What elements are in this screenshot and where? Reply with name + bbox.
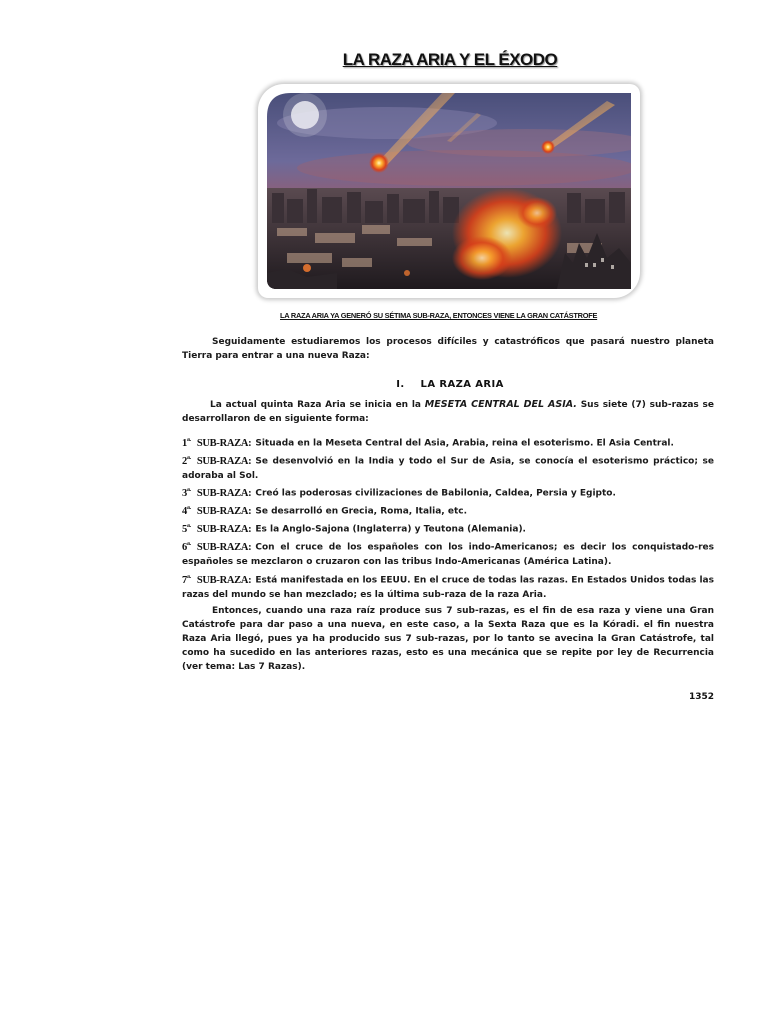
meteor-city-image xyxy=(267,93,631,289)
subraza-label xyxy=(182,524,251,535)
subraza-item xyxy=(182,433,714,451)
subraza-number: 5 xyxy=(182,523,187,535)
subraza-item xyxy=(182,519,714,537)
image-caption: LA RAZA ARIA YA GENERÓ SU SÉTIMA SUB-RAZA, ENTONCES VIENE LA GRAN CATÁSTROFE xyxy=(280,311,598,320)
subraza-text: Creó las poderosas civilizaciones de Babilonia, Caldea, Persia y Egipto. xyxy=(255,488,616,499)
subraza-label xyxy=(182,438,251,449)
section-intro-emphasis: MESETA CENTRAL DEL ASIA. xyxy=(424,399,577,410)
section-number: I. xyxy=(396,379,405,390)
subraza-ordinal: a. xyxy=(186,437,191,443)
subraza-item xyxy=(182,451,714,483)
subraza-label-text: SUB-RAZA: xyxy=(196,523,252,535)
subraza-label xyxy=(182,456,251,467)
subraza-text: Se desenvolvió en la India y todo el Sur de Asia, se conocía el esoterismo práctico; se adoraba al Sol. xyxy=(182,456,714,481)
subraza-item xyxy=(182,537,714,569)
intro-text: Seguidamente estudiaremos los procesos difíciles y catastróficos que pasará nuestro planeta Tierra para entrar a una nueva Raza: xyxy=(182,337,714,361)
subraza-item xyxy=(182,570,714,602)
subraza-item xyxy=(182,501,714,519)
subraza-ordinal: a. xyxy=(186,541,191,547)
subraza-item xyxy=(182,483,714,501)
subraza-label-text: SUB-RAZA: xyxy=(196,505,252,517)
section-intro-after: Sus siete (7) sub-razas se desarrollaron de en siguiente forma: xyxy=(182,400,715,424)
section-heading xyxy=(0,379,768,390)
subraza-number: 3 xyxy=(182,487,187,499)
subraza-label-text: SUB-RAZA: xyxy=(196,541,252,553)
subraza-text: Situada en la Meseta Central del Asia, Arabia, reina el esoterismo. El Asia Central. xyxy=(255,438,674,449)
section-intro-paragraph xyxy=(182,398,714,426)
subraza-number: 4 xyxy=(182,505,187,517)
subraza-number: 2 xyxy=(182,455,187,467)
subraza-label xyxy=(182,506,251,517)
subraza-text: Con el cruce de los españoles con los indo-Americanos; es decir los conquistado-res españoles se mezclaron o cruzaron con las tribus Indo-Americanas (América Latina). xyxy=(182,542,714,567)
subraza-label-text: SUB-RAZA: xyxy=(196,437,252,449)
subraza-ordinal: a. xyxy=(186,523,191,529)
intro-paragraph xyxy=(182,335,714,363)
hero-image-frame xyxy=(258,84,640,298)
subraza-number: 7 xyxy=(182,574,187,586)
section-intro-before: La actual quinta Raza Aria se inicia en la xyxy=(210,400,422,410)
subraza-ordinal: a. xyxy=(186,487,191,493)
subraza-ordinal: a. xyxy=(186,505,191,511)
subraza-label-text: SUB-RAZA: xyxy=(196,455,252,467)
subraza-label xyxy=(182,575,251,586)
subraza-label xyxy=(182,542,251,553)
subraza-label-text: SUB-RAZA: xyxy=(196,574,252,586)
section-title: LA RAZA ARIA xyxy=(420,379,504,390)
subraza-text: Está manifestada en los EEUU. En el cruce de todas las razas. En Estados Unidos todas las razas del mundo se han mezclado; es la última sub-raza de la raza Aria. xyxy=(182,575,714,600)
subraza-text: Es la Anglo-Sajona (Inglaterra) y Teutona (Alemania). xyxy=(255,524,526,535)
subraza-label-text: SUB-RAZA: xyxy=(196,487,252,499)
subraza-number: 1 xyxy=(182,437,187,449)
subraza-label xyxy=(182,488,251,499)
conclusion-text: Entonces, cuando una raza raíz produce sus 7 sub-razas, es el fin de esa raza y viene una Gran Catástrofe para dar paso a una nueva, en este caso, a la Sexta Raza que es la Kóradi. el fin nuestra Raza Aria llegó, pues ya ha producido sus 7 sub-razas, por lo tanto se avecina la Gran Catástrofe, tal como ha sucedido en las anteriores razas, esto es una mecánica que se repite por ley de Recurrencia (ver tema: Las 7 Razas). xyxy=(182,606,714,672)
subraza-ordinal: a. xyxy=(186,455,191,461)
subraza-text: Se desarrolló en Grecia, Roma, Italia, etc. xyxy=(255,506,468,517)
subraza-number: 6 xyxy=(182,541,187,553)
page-title: LA RAZA ARIA Y EL ÉXODO xyxy=(342,50,558,69)
conclusion-paragraph xyxy=(182,604,714,674)
subraza-ordinal: a. xyxy=(186,574,191,580)
page-number: 1352 xyxy=(688,692,714,702)
